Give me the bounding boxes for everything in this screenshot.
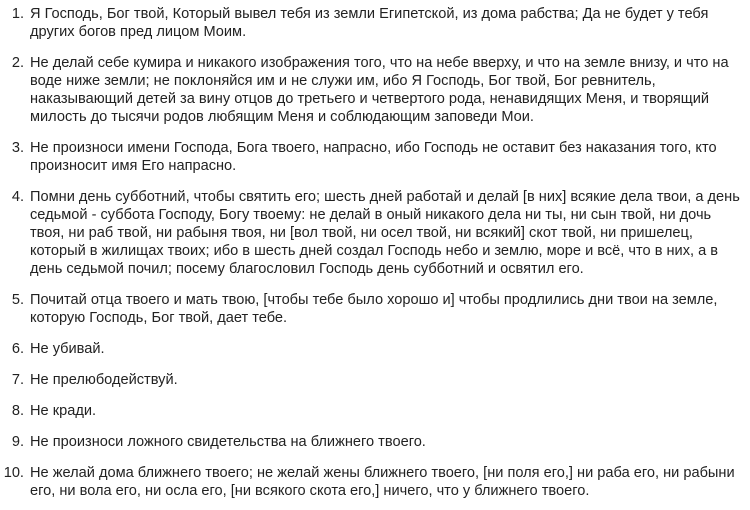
item-text: Не желай дома ближнего твоего; не желай жены ближнего твоего, [ни поля его,] ни раба его, ни рабыни его, ни вола его, ни осла его, [ни всякого скота его,] ничего, что у ближнего твоего. — [30, 465, 735, 499]
item-number: 1. — [11, 6, 24, 22]
item-number: 7. — [11, 372, 24, 388]
item-number: 8. — [11, 403, 24, 419]
item-text: Я Господь, Бог твой, Который вывел тебя из земли Египетской, из дома рабства; Да не будет у тебя других богов пред лицом Моим. — [30, 6, 709, 40]
commandment-3 — [0, 139, 744, 175]
item-text: Не произноси ложного свидетельства на ближнего твоего. — [30, 434, 426, 450]
commandment-4 — [0, 188, 744, 278]
item-text: Почитай отца твоего и мать твою, [чтобы тебе было хорошо и] чтобы продлились дни твои на земле, которую Господь, Бог твой, дает тебе. — [30, 292, 718, 326]
item-number: 2. — [11, 55, 24, 71]
item-number: 10. — [3, 465, 24, 481]
commandment-9 — [0, 433, 744, 451]
commandment-8 — [0, 402, 744, 420]
commandment-10 — [0, 464, 744, 500]
item-text: Не прелюбодействуй. — [30, 372, 178, 388]
commandment-6 — [0, 340, 744, 358]
item-text: Не произноси имени Господа, Бога твоего, напрасно, ибо Господь не оставит без наказания того, кто произносит имя Его напрасно. — [30, 140, 717, 174]
item-text: Не убивай. — [30, 341, 105, 357]
item-text: Не делай себе кумира и никакого изображения того, что на небе вверху, и что на земле внизу, и что на воде ниже земли; не поклоняйся им и не служи им, ибо Я Господь, Бог твой, Бог ревнитель, наказывающий детей за вину отцов до третьего и четвертого рода, ненавидящих Меня, и творящий милость до тысячи родов любящим Меня и соблюдающим заповеди Мои. — [30, 55, 729, 125]
item-number: 6. — [11, 341, 24, 357]
item-text: Помни день субботний, чтобы святить его; шесть дней работай и делай [в них] всякие дела твои, а день седьмой - суббота Господу, Богу твоему: не делай в оный никакого дела ни ты, ни сын твой, ни дочь твоя, ни раб твой, ни рабыня твоя, ни [вол твой, ни осел твой, ни всякий] скот твой, ни пришелец, который в жилищах твоих; ибо в шесть дней создал Господь небо и землю, море и всё, что в них, а в день седьмой почил; посему благословил Господь день субботний и освятил его. — [30, 189, 740, 277]
item-number: 4. — [11, 189, 24, 205]
item-text: Не кради. — [30, 403, 97, 419]
commandment-1 — [0, 5, 744, 41]
item-number: 5. — [11, 292, 24, 308]
commandment-5 — [0, 291, 744, 327]
item-number: 9. — [11, 434, 24, 450]
commandment-2 — [0, 54, 744, 126]
commandment-7 — [0, 371, 744, 389]
item-number: 3. — [11, 140, 24, 156]
